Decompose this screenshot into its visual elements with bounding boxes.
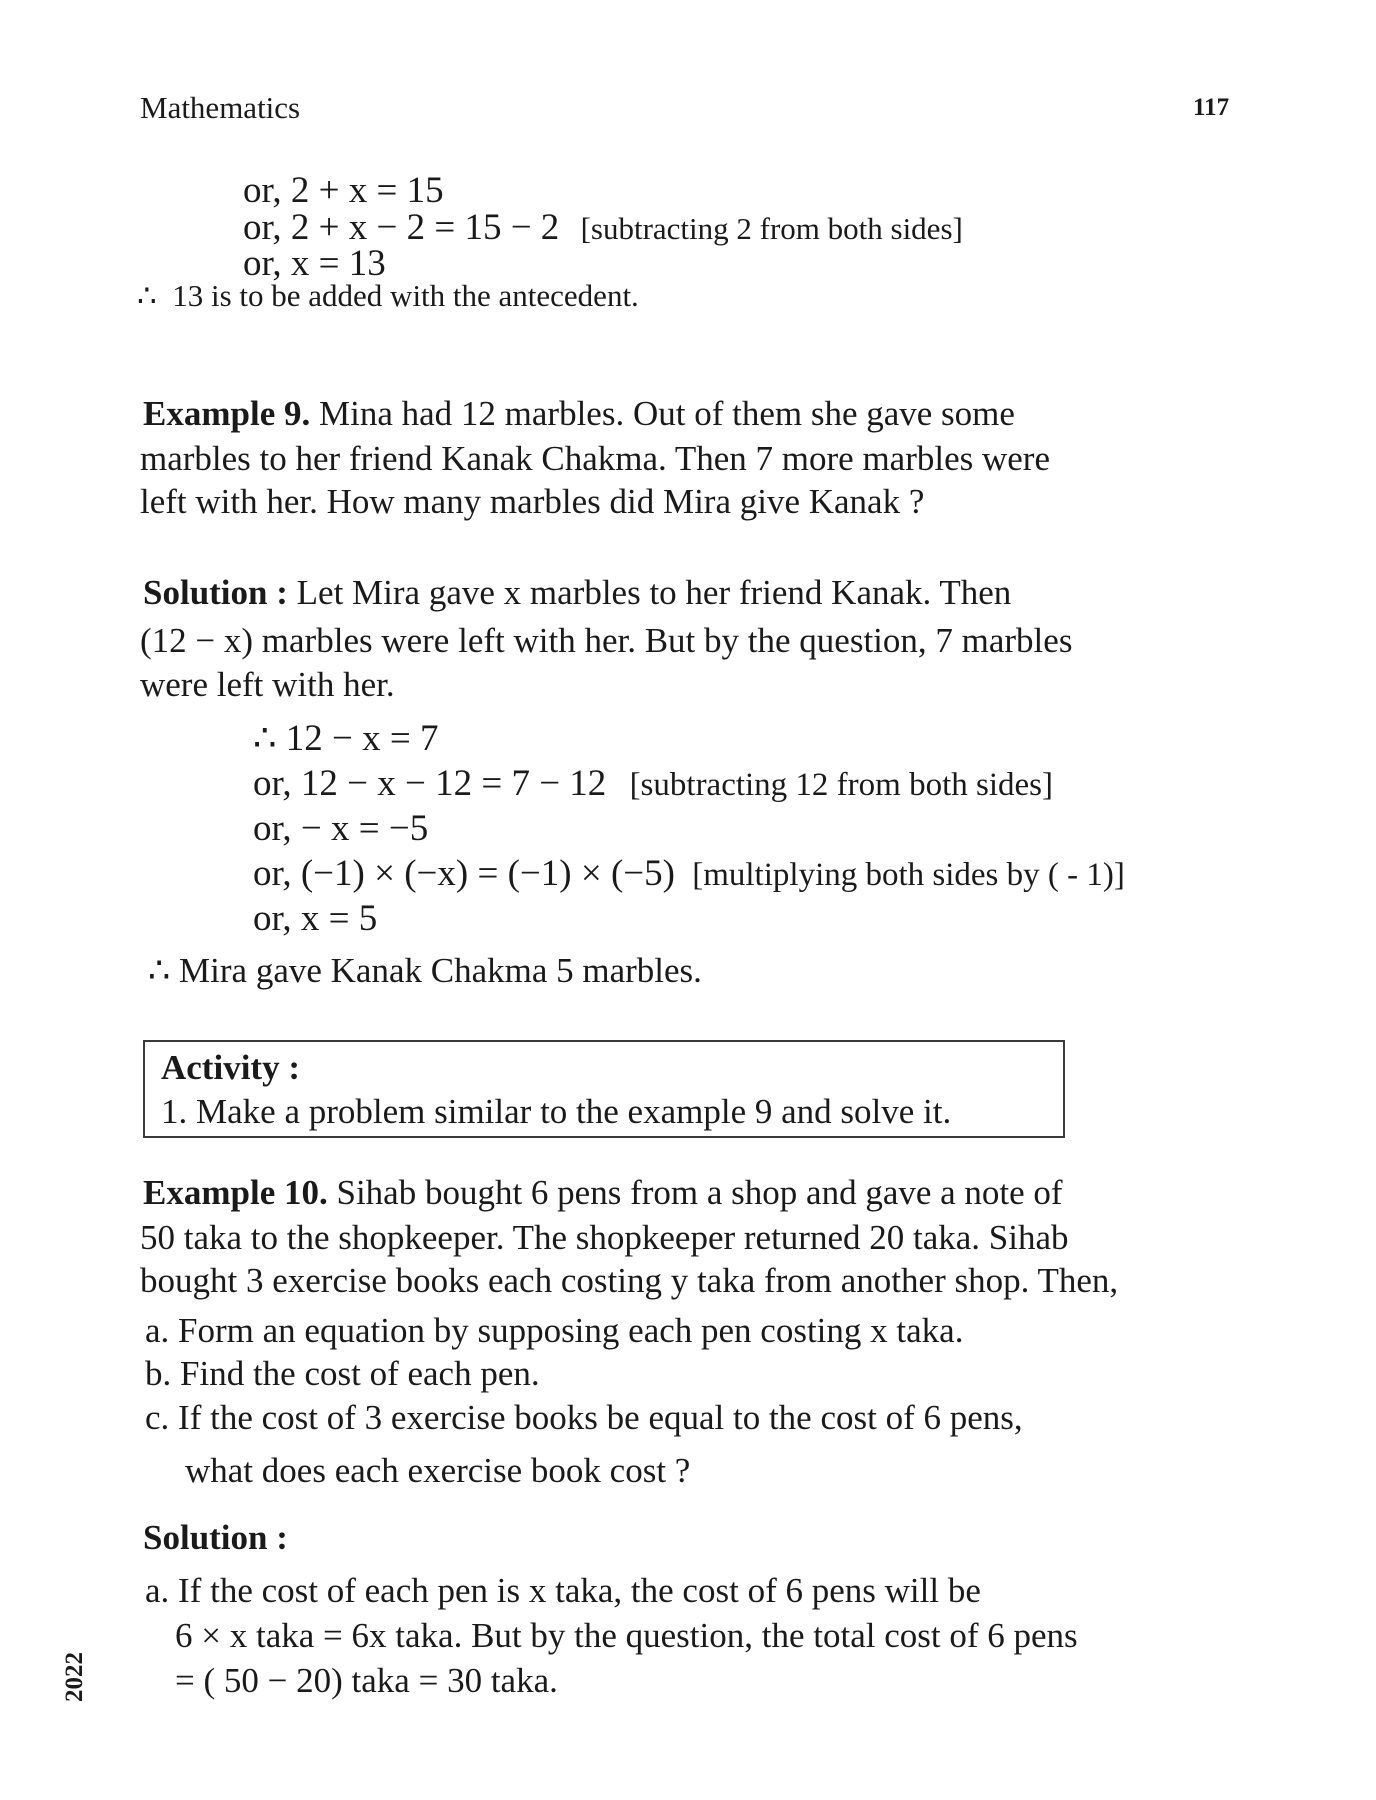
equation-step: or, 2 + x = 15 bbox=[243, 170, 444, 211]
margin-year: 2022 bbox=[61, 1652, 88, 1702]
equation-note: [multiplying both sides by ( - 1)] bbox=[692, 857, 1125, 893]
therefore-symbol: ∴ bbox=[253, 718, 277, 759]
running-header-subject: Mathematics bbox=[140, 90, 301, 125]
solution-part-a-line: = ( 50 − 20) taka = 30 taka. bbox=[175, 1661, 558, 1700]
example-9-line: left with her. How many marbles did Mira give Kanak ? bbox=[140, 482, 925, 521]
equation-step: or, x = 5 bbox=[253, 898, 378, 939]
example-10-line: bought 3 exercise books each costing y taka from another shop. Then, bbox=[140, 1261, 1119, 1300]
activity-item: 1. Make a problem similar to the example 9 and solve it. bbox=[161, 1092, 952, 1131]
example-10-line: Example 10. Sihab bought 6 pens from a shop and gave a note of bbox=[143, 1173, 1063, 1212]
example-label: Example 9. bbox=[143, 394, 311, 433]
equation-note: [subtracting 12 from both sides] bbox=[629, 767, 1053, 803]
conclusion: ∴ 13 is to be added with the antecedent. bbox=[137, 278, 639, 313]
equation-note: [subtracting 2 from both sides] bbox=[580, 211, 963, 246]
example-10-line: 50 taka to the shopkeeper. The shopkeeper returned 20 taka. Sihab bbox=[140, 1218, 1069, 1257]
example-9-line: marbles to her friend Kanak Chakma. Then 7 more marbles were bbox=[140, 439, 1050, 478]
equation-step: or, (−1) × (−x) = (−1) × (−5) [multiplying both sides by ( - 1)] bbox=[253, 853, 1125, 894]
solution-9-line: Solution : Let Mira gave x marbles to her friend Kanak. Then bbox=[143, 573, 1012, 612]
equation-step: or, 2 + x − 2 = 15 − 2 [subtracting 2 from both sides] bbox=[243, 207, 963, 248]
equation-step: or, x = 13 bbox=[243, 243, 386, 284]
equation-step: or, 12 − x − 12 = 7 − 12 [subtracting 12 from both sides] bbox=[253, 763, 1053, 804]
question-part-c: c. If the cost of 3 exercise books be equal to the cost of 6 pens, bbox=[145, 1398, 1023, 1437]
solution-label: Solution : bbox=[143, 1518, 288, 1557]
question-part-a: a. Form an equation by supposing each pen costing x taka. bbox=[145, 1311, 964, 1350]
equation-step: or, − x = −5 bbox=[253, 808, 429, 849]
example-label: Example 10. bbox=[143, 1173, 328, 1212]
question-part-c-continuation: what does each exercise book cost ? bbox=[185, 1451, 691, 1490]
solution-label: Solution : bbox=[143, 573, 288, 612]
example-9-line: Example 9. Mina had 12 marbles. Out of them she gave some bbox=[143, 394, 1015, 433]
page-number: 117 bbox=[1193, 94, 1230, 121]
solution-9-line: were left with her. bbox=[140, 665, 395, 704]
equation-expr: 2 + x = 15 bbox=[290, 170, 444, 211]
equation-step: ∴ 12 − x = 7 bbox=[253, 718, 439, 759]
therefore-symbol: ∴ bbox=[148, 951, 171, 990]
solution-9-line: (12 − x) marbles were left with her. But by the question, 7 marbles bbox=[140, 621, 1073, 660]
conclusion: ∴ Mira gave Kanak Chakma 5 marbles. bbox=[148, 951, 702, 990]
solution-part-a-line: 6 × x taka = 6x taka. But by the question, the total cost of 6 pens bbox=[175, 1616, 1078, 1655]
equation-expr: x = 13 bbox=[290, 243, 386, 284]
question-part-b: b. Find the cost of each pen. bbox=[145, 1354, 540, 1393]
therefore-symbol: ∴ bbox=[137, 278, 157, 313]
activity-box bbox=[143, 1040, 1065, 1138]
equation-expr: 2 + x − 2 = 15 − 2 bbox=[290, 207, 560, 248]
activity-title: Activity : bbox=[161, 1048, 300, 1087]
solution-part-a: a. If the cost of each pen is x taka, the cost of 6 pens will be bbox=[145, 1571, 981, 1610]
